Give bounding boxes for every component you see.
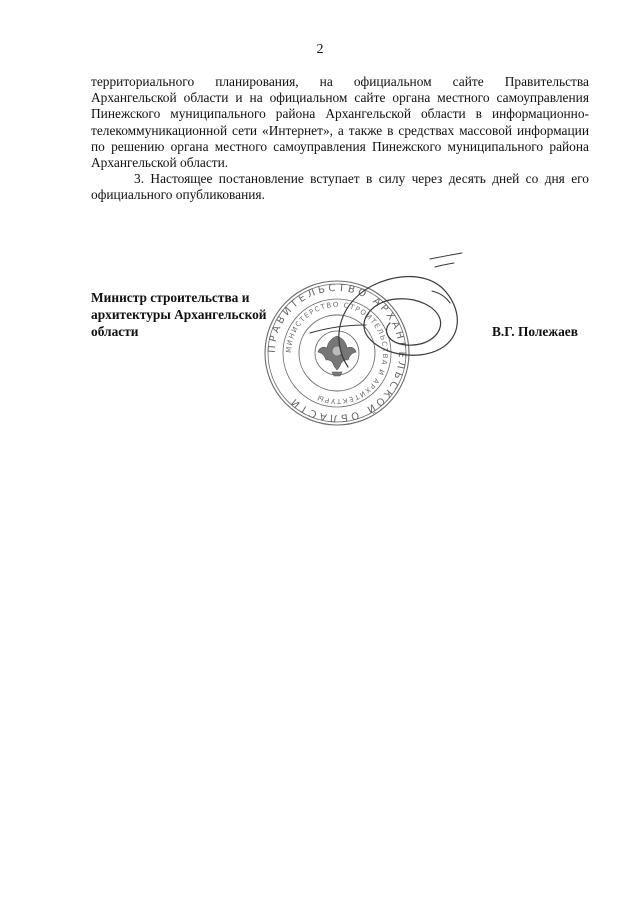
seal-inner-text: МИНИСТЕРСТВО СТРОИТЕЛЬСТВА И АРХИТЕКТУРЫ: [284, 300, 390, 406]
signer-name: В.Г. Полежаев: [492, 324, 578, 339]
signature-block: [91, 289, 267, 340]
paragraph-3: 3. Настоящее постановление вступает в силу через десять дней со дня его официального опубликования.: [91, 171, 589, 203]
signer-title-line: области: [91, 324, 139, 339]
signer-title-line: архитектуры Архангельской: [91, 307, 267, 322]
document-body: [91, 74, 589, 204]
paragraph-continued: территориального планирования, на официальном сайте Правительства Архангельской области и на официальном сайте органа местного самоуправления Пинежского муниципального района Архангельской области в информационно-телекоммуникационной сети «Интернет», а также в средствах массовой информации по решению органа местного самоуправления Пинежского муниципального района Архангельской области.: [91, 74, 589, 171]
handwritten-signature: [290, 245, 490, 395]
page-number: 2: [316, 42, 324, 57]
signer-title-line: Министр строительства и: [91, 290, 250, 305]
seal-outer-text: ПРАВИТЕЛЬСТВО АРХАНГЕЛЬСКОЙ ОБЛАСТИ: [266, 282, 408, 424]
